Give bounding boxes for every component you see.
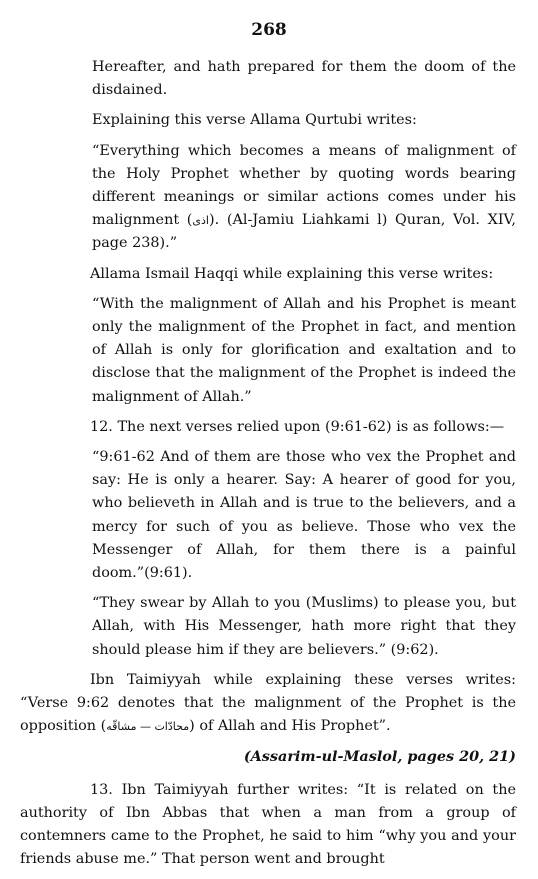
- arabic-term-adha: اذى: [192, 214, 209, 228]
- quote-qurtubi: [20, 140, 516, 256]
- paragraph-continuation: Hereafter, and hath prepared for them the doom of the disdained.: [92, 59, 516, 99]
- quote-verse-9-62: “They swear by Allah to you (Muslims) to please you, but Allah, with His Messenger, hath more right that they should please him if they are believers.” (9:62).: [92, 595, 516, 658]
- paragraph-haqqi-intro: Allama Ismail Haqqi while explaining this verse writes:: [90, 265, 494, 282]
- quote-qurtubi-part1: “Everything which becomes a means of malignment of the Holy Prophet whether by quoting words bearing different meanings or similar actions comes under his malignment (: [92, 142, 516, 229]
- arabic-term-opposition: محادّات — مشاقّه: [106, 720, 190, 734]
- quote-qurtubi-part2: ). (Al-Jamiu Liahkami l) Quran, Vol. XIV, page 238).”: [92, 212, 517, 252]
- quote-verse-9-61: “9:61-62 And of them are those who vex the Prophet and say: He is only a hearer. Say: A hearer of good for you, who believeth in Allah and is true to the believers, and a mercy for such of you as believe. Those who vex the Messenger of Allah, for them there is a painful doom.”(9:61).: [92, 449, 516, 582]
- paragraph-ibn-taimiyyah: [20, 669, 516, 739]
- page-body: [20, 56, 516, 879]
- ibn-taimiyyah-part2: ) of Allah and His Prophet”.: [189, 718, 391, 735]
- quote-haqqi: “With the malignment of Allah and his Prophet is meant only the malignment of the Prophet in fact, and mention of Allah is only for glorification and exaltation and to disclose that the malignment of the Prophet is indeed the malignment of Allah.”: [92, 295, 516, 405]
- paragraph-12: 12. The next verses relied upon (9:61-62) is as follows:—: [90, 418, 505, 435]
- paragraph-qurtubi-intro: Explaining this verse Allama Qurtubi writes:: [92, 112, 417, 129]
- paragraph-13: 13. Ibn Taimiyyah further writes: “It is related on the authority of Ibn Abbas that when a man from a group of contemners came to the Prophet, he said to him “why you and your friends abuse me.” That person went and brought: [20, 781, 516, 868]
- citation-assarim: (Assarim-ul-Maslol, pages 20, 21): [243, 748, 516, 766]
- ibn-taimiyyah-part1: Ibn Taimiyyah while explaining these verses writes: “Verse 9:62 denotes that the malignment of the Prophet is the opposition (: [20, 671, 516, 735]
- page-number: 268: [251, 20, 287, 40]
